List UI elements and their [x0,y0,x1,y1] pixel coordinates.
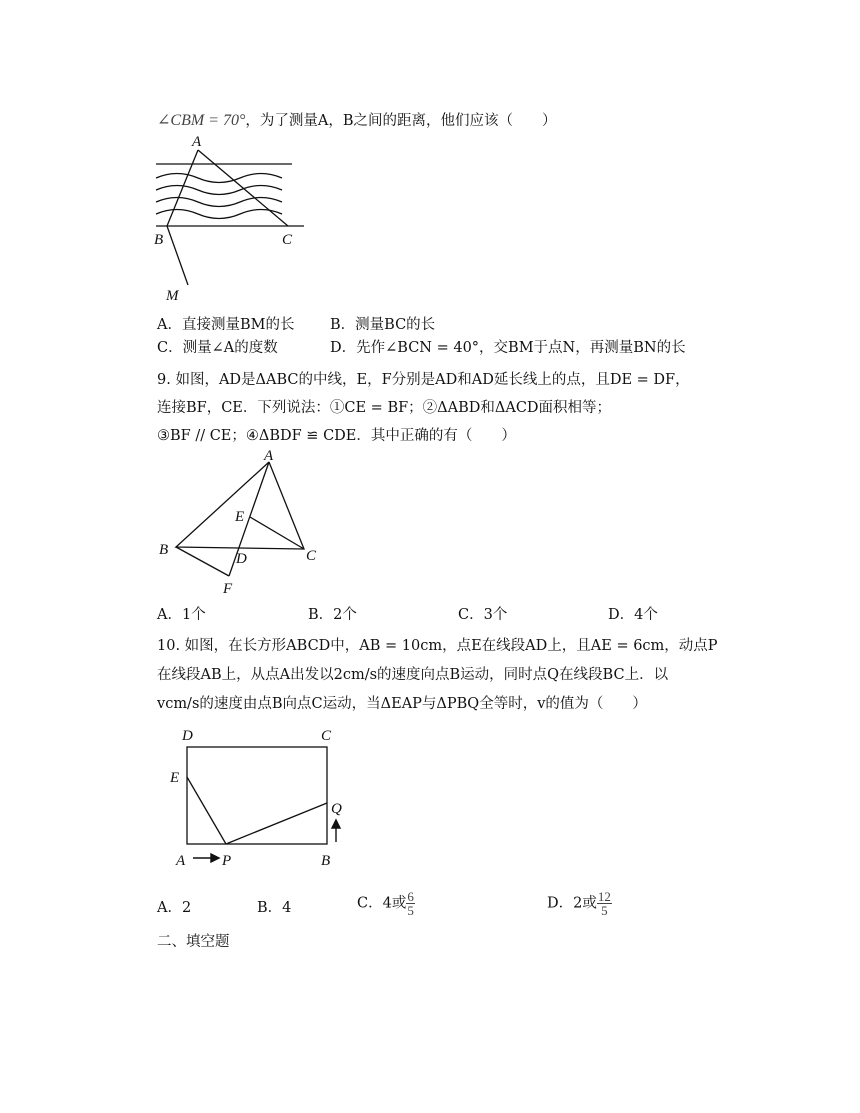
q9-label-f: F [223,581,233,597]
q10-option-b: B．4 [257,900,292,916]
q10-label-p: P [222,853,232,869]
q10-label-b: B [321,853,331,869]
q10-option-c-fraction [406,890,415,917]
q9-label-a: A [264,448,274,464]
q10-line2: 在线段AB上，从点A出发以2cm/s的速度向点B运动，同时点Q在线段BC上．以 [157,667,669,683]
q9-option-c: C．3个 [458,607,508,623]
q9-line2: 连接BF，CE．下列说法：①CE = BF；②ΔABD和ΔACD面积相等； [157,400,612,416]
q10-option-d [547,890,612,917]
q8-label-m: M [166,288,179,304]
q8-option-b: B．测量BC的长 [330,317,436,333]
q10-figure [165,725,355,870]
q9-line3: ③BF // CE；④ΔBDF ≌ CDE．其中正确的有（ ） [157,428,516,444]
q10-label-e: E [170,770,180,786]
q10-label-c: C [321,728,332,744]
q9-label-d: D [236,551,247,567]
section-title: 二、填空题 [157,934,230,950]
q9-label-b: B [159,542,169,558]
q10-option-c-prefix: C．4或 [357,895,407,912]
q10-option-d-den: 5 [601,903,608,918]
q8-option-c: C．测量∠A的度数 [157,340,278,356]
q8-label-a: A [192,134,202,150]
q9-line1: 9. 如图，AD是ΔABC的中线，E，F分别是AD和AD延长线上的点，且DE = DF， [157,372,690,388]
q8-stem-text: ，为了测量A，B之间的距离，他们应该（ ） [245,113,557,129]
q10-option-d-prefix: D．2或 [547,895,597,912]
q10-label-q: Q [331,801,342,817]
q10-label-d: D [182,728,193,744]
q9-figure [155,448,325,598]
q9-label-e: E [235,509,245,525]
q9-label-c: C [306,548,317,564]
q10-option-c-den: 5 [407,903,414,918]
q10-option-a: A．2 [157,900,192,916]
q8-angle: ∠CBM = 70° [157,112,246,129]
q10-option-c-num: 6 [407,889,414,904]
q10-line3: vcm/s的速度由点B向点C运动，当ΔEAP与ΔPBQ全等时，v的值为（ ） [157,696,647,712]
q10-option-d-fraction [597,890,612,917]
q9-option-b: B．2个 [308,607,357,623]
q9-option-a: A．1个 [157,607,206,623]
q8-option-a: A．直接测量BM的长 [157,317,295,333]
q8-label-b: B [154,232,164,248]
q8-label-c: C [282,232,293,248]
q10-label-a: A [176,853,186,869]
q9-option-d: D．4个 [608,607,658,623]
q8-option-d: D．先作∠BCN = 40°，交BM于点N，再测量BN的长 [330,340,686,356]
q10-option-d-num: 12 [597,889,611,904]
q8-figure [150,130,310,305]
q10-option-c [357,890,415,917]
q10-line1: 10. 如图，在长方形ABCD中，AB = 10cm，点E在线段AD上，且AE = 6cm，动点P [157,638,718,654]
q8-stem [157,111,557,131]
